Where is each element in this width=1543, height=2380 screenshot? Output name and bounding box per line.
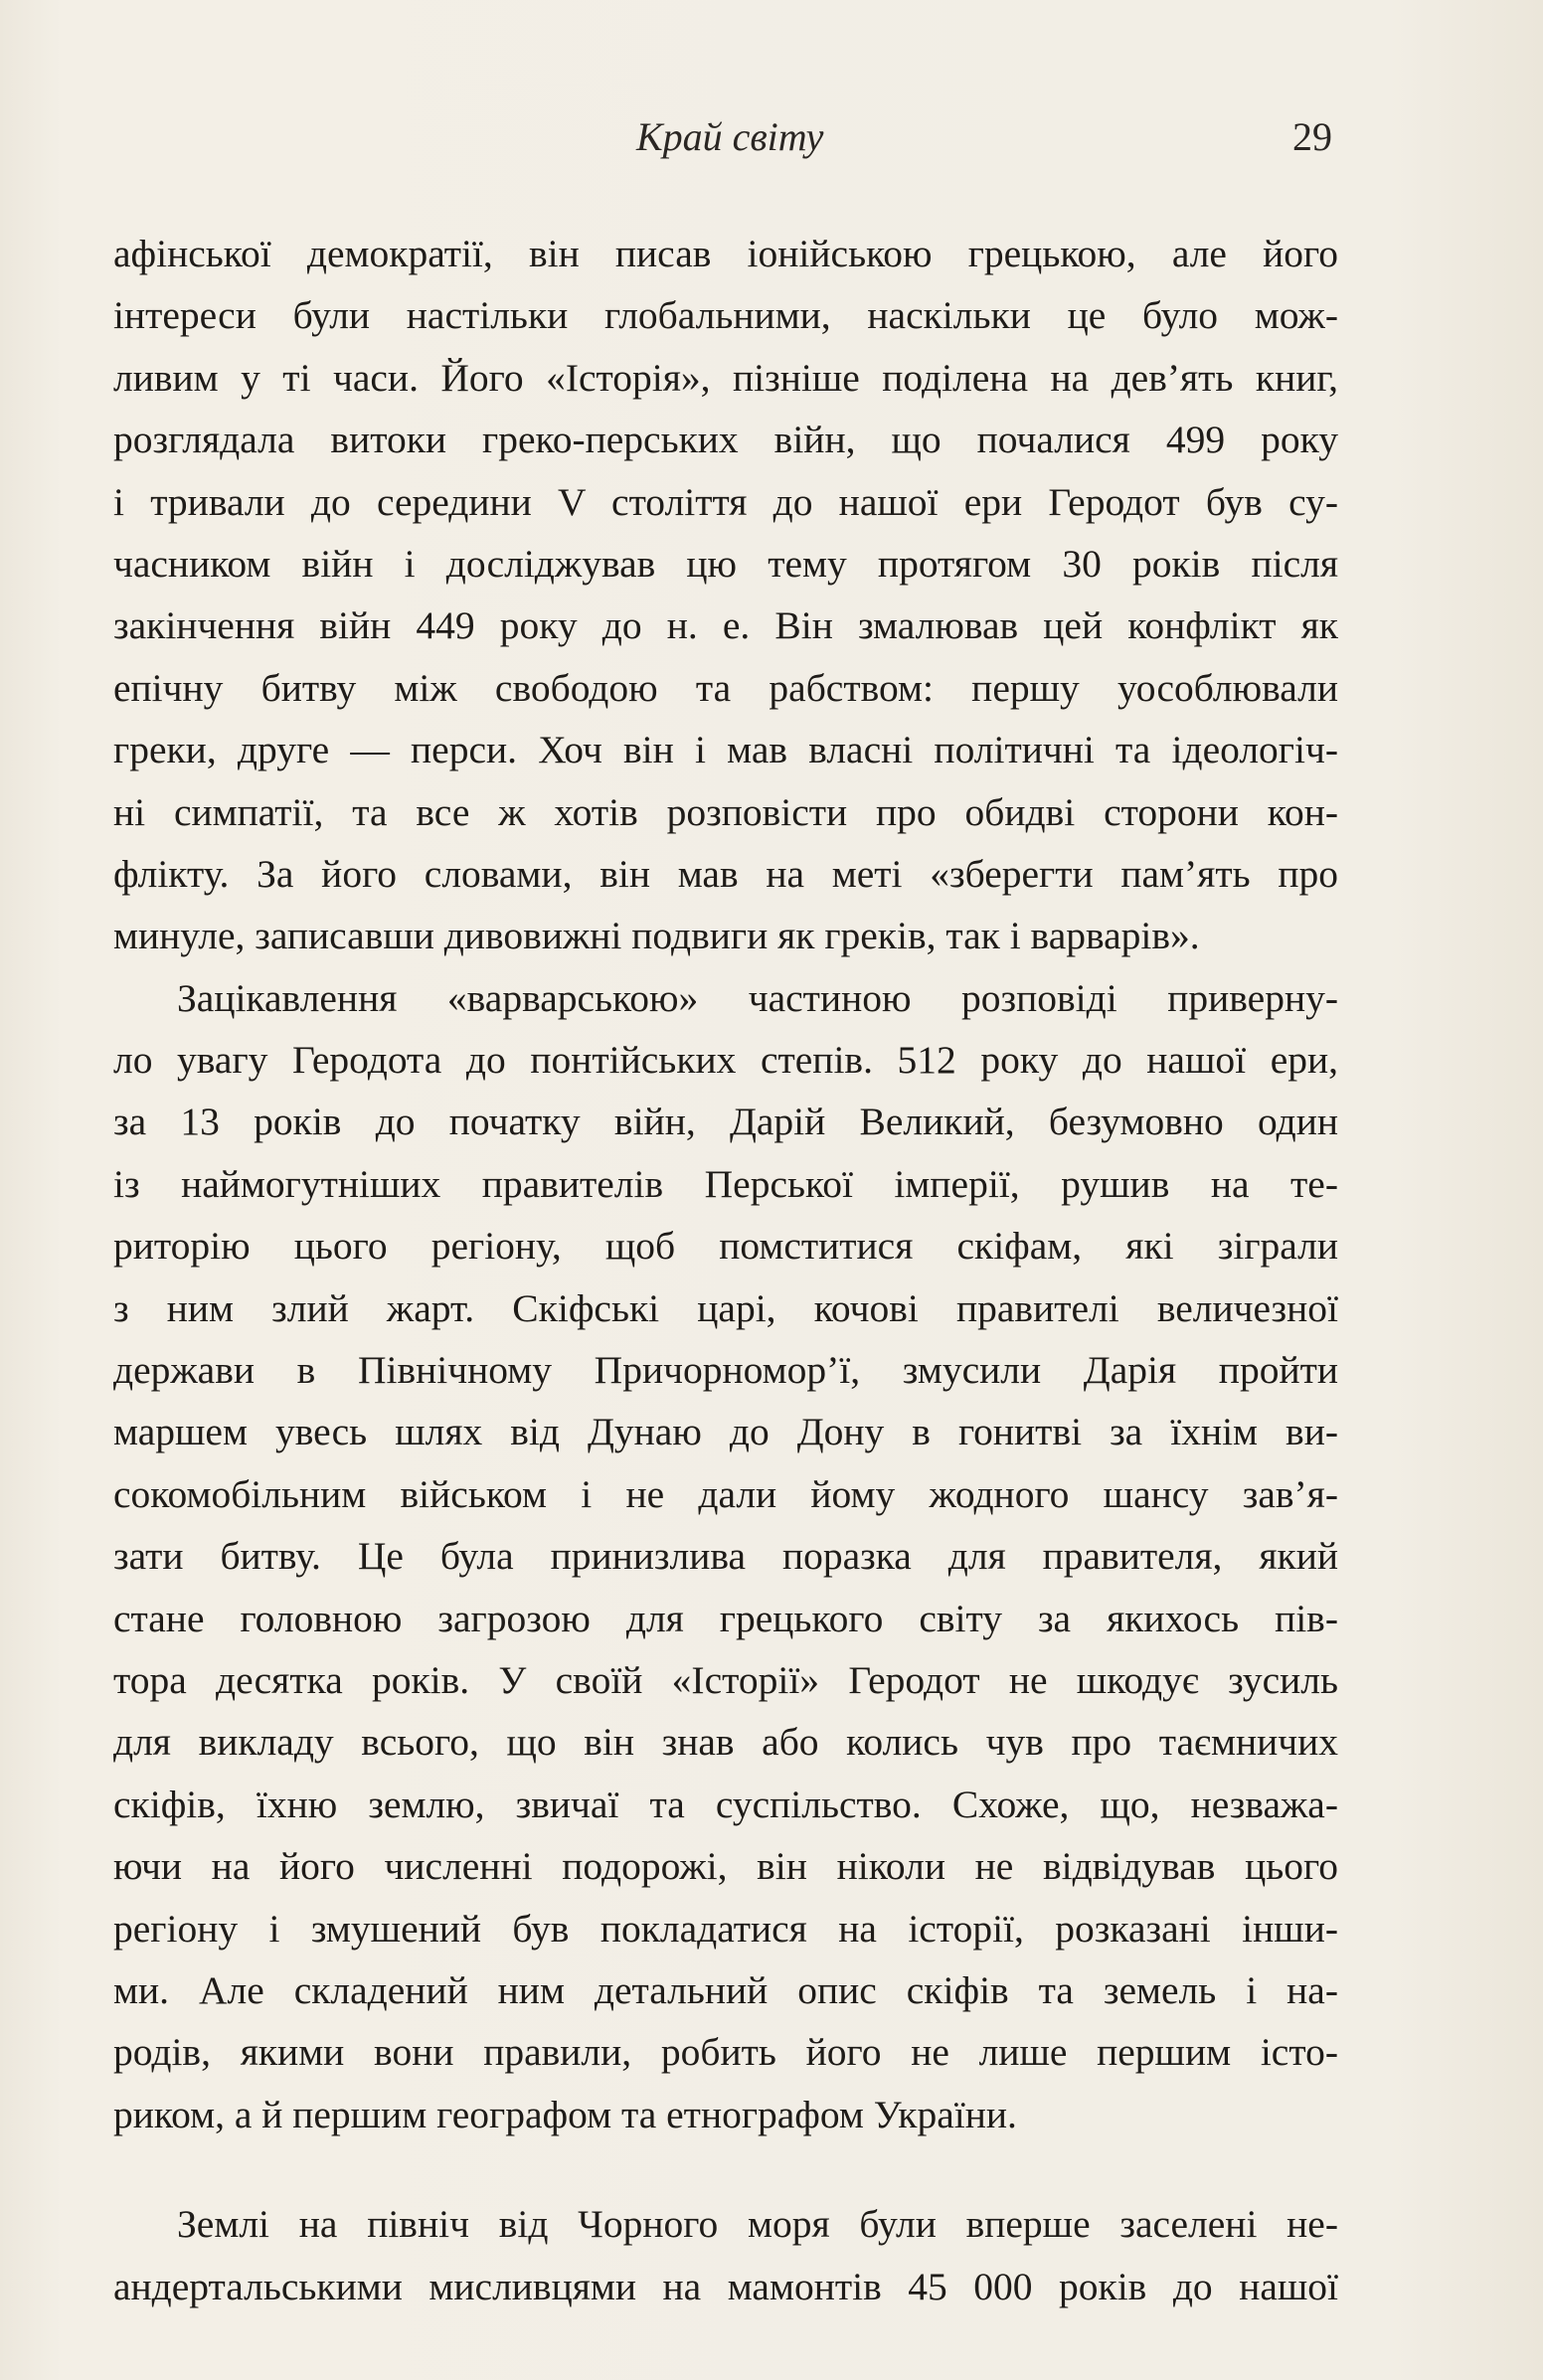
text-line: минуле, записавши дивовижні подвиги як греків, так і варварів». xyxy=(113,914,1200,958)
text-line: ло увагу Геродота до понтійських степів. 512 року до нашої ери, xyxy=(113,1038,1338,1083)
text-line: за 13 років до початку війн, Дарій Великий, безумовно один xyxy=(113,1100,1338,1144)
text-line: з ним злий жарт. Скіфські царі, кочові правителі величезної xyxy=(113,1285,1338,1330)
text-line: розглядала витоки греко-перських війн, що почалися 499 року xyxy=(113,418,1338,462)
text-line: маршем увесь шлях від Дунаю до Дону в гонитві за їхнім ви- xyxy=(113,1410,1338,1454)
text-line: інтереси були настільки глобальними, наскільки це було мож- xyxy=(113,293,1338,338)
text-line: греки, друге — перси. Хоч він і мав власні політичні та ідеологіч- xyxy=(113,728,1338,772)
text-line: андертальськими мисливцями на мамонтів 45 000 років до нашої xyxy=(113,2264,1338,2308)
text-line: риторію цього регіону, щоб помститися скіфам, які зіграли xyxy=(113,1224,1338,1269)
paragraph-1 xyxy=(113,223,1338,967)
text-line: закінчення війн 449 року до н. е. Він змалював цей конфлікт як xyxy=(113,603,1338,648)
text-line: ні симпатії, та все ж хотів розповісти про обидві сторони кон- xyxy=(113,789,1338,834)
text-line: ючи на його численні подорожі, він ніколи не відвідував цього xyxy=(113,1844,1338,1889)
text-line: риком, а й першим географом та етнографом України. xyxy=(113,2092,1017,2136)
page-number: 29 xyxy=(1292,114,1332,159)
text-line: стане головною загрозою для грецького світу за якихось пів- xyxy=(113,1596,1338,1640)
body-text xyxy=(113,223,1338,2317)
text-line: зати битву. Це була принизлива поразка для правителя, який xyxy=(113,1534,1338,1579)
paragraph-2 xyxy=(113,967,1338,2145)
running-head xyxy=(0,107,1543,167)
text-line: тора десятка років. У своїй «Історії» Геродот не шкодує зусиль xyxy=(113,1657,1338,1702)
text-line: держави в Північному Причорномор’ї, змусили Дарія пройти xyxy=(113,1348,1338,1393)
text-line: регіону і змушений був покладатися на історії, розказані інши- xyxy=(113,1906,1338,1951)
text-line: і тривали до середини V століття до нашої ери Геродот був су- xyxy=(113,479,1338,524)
text-line: сокомобільним військом і не дали йому жодного шансу зав’я- xyxy=(113,1471,1338,1516)
text-line: ливим у ті часи. Його «Історія», пізніше поділена на дев’ять книг, xyxy=(113,355,1338,400)
text-line: ми. Але складений ним детальний опис скіфів та земель і на- xyxy=(113,1967,1338,2012)
paragraph-3 xyxy=(113,2193,1338,2317)
text-line: Зацікавлення «варварською» частиною розповіді приверну- xyxy=(177,975,1338,1020)
text-line: для викладу всього, що він знав або колись чув про таємничих xyxy=(113,1720,1338,1765)
text-line: із наймогутніших правителів Перської імперії, рушив на те- xyxy=(113,1161,1338,1206)
text-line: скіфів, їхню землю, звичаї та суспільство. Схоже, що, незважа- xyxy=(113,1782,1338,1826)
text-line: флікту. За його словами, він мав на меті «зберегти пам’ять про xyxy=(113,851,1338,896)
running-title: Край світу xyxy=(636,114,824,159)
text-line: часником війн і досліджував цю тему протягом 30 років після xyxy=(113,541,1338,586)
text-line: родів, якими вони правили, робить його не лише першим істо- xyxy=(113,2030,1338,2075)
text-line: Землі на північ від Чорного моря були вперше заселені не- xyxy=(177,2202,1338,2247)
paragraph-gap xyxy=(113,2145,1338,2193)
text-line: епічну битву між свободою та рабством: першу уособлювали xyxy=(113,665,1338,710)
text-line: афінської демократії, він писав іонійською грецькою, але його xyxy=(113,232,1338,275)
